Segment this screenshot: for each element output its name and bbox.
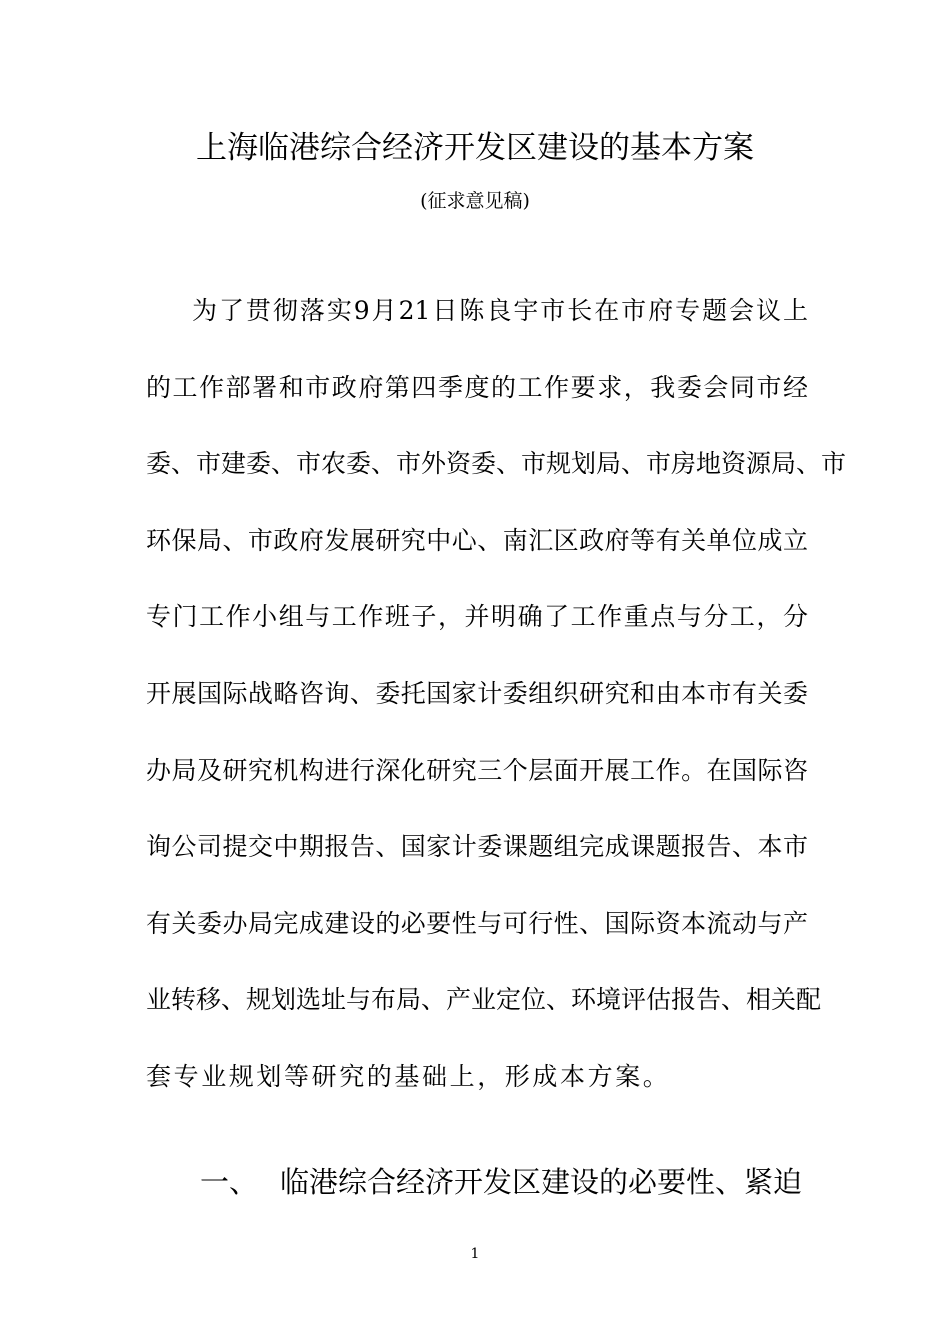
section-heading-text: 临港综合经济开发区建设的必要性、紧迫: [280, 1165, 803, 1199]
paragraph-line: 办局及研究机构进行深化研究三个层面开展工作。在国际咨: [146, 755, 808, 785]
page-number: 1: [470, 1246, 480, 1262]
section-number: 一、: [200, 1165, 259, 1199]
intro-paragraph: [146, 289, 847, 1132]
document-title: 上海临港综合经济开发区建设的基本方案: [196, 130, 754, 166]
paragraph-line: 开展国际战略咨询、委托国家计委组织研究和由本市有关委: [146, 678, 808, 708]
paragraph-line: 为了贯彻落实9月21日陈良宇市长在市府专题会议上: [192, 296, 808, 325]
paragraph-line: 业转移、规划选址与布局、产业定位、环境评估报告、相关配: [146, 985, 822, 1015]
paragraph-line: 套专业规划等研究的基础上，形成本方案。: [146, 1061, 671, 1091]
paragraph-line: 的工作部署和市政府第四季度的工作要求，我委会同市经: [146, 372, 808, 402]
section-heading: [200, 1160, 810, 1204]
paragraph-line: 委、市建委、市农委、市外资委、市规划局、市房地资源局、市: [146, 449, 847, 479]
paragraph-line: 询公司提交中期报告、国家计委课题组完成课题报告、本市: [146, 832, 808, 862]
document-subtitle: (征求意见稿): [420, 190, 530, 212]
paragraph-line: 环保局、市政府发展研究中心、南汇区政府等有关单位成立: [146, 525, 808, 555]
paragraph-line: 有关委办局完成建设的必要性与可行性、国际资本流动与产: [146, 908, 808, 938]
paragraph-line: 专门工作小组与工作班子，并明确了工作重点与分工，分: [146, 602, 808, 632]
